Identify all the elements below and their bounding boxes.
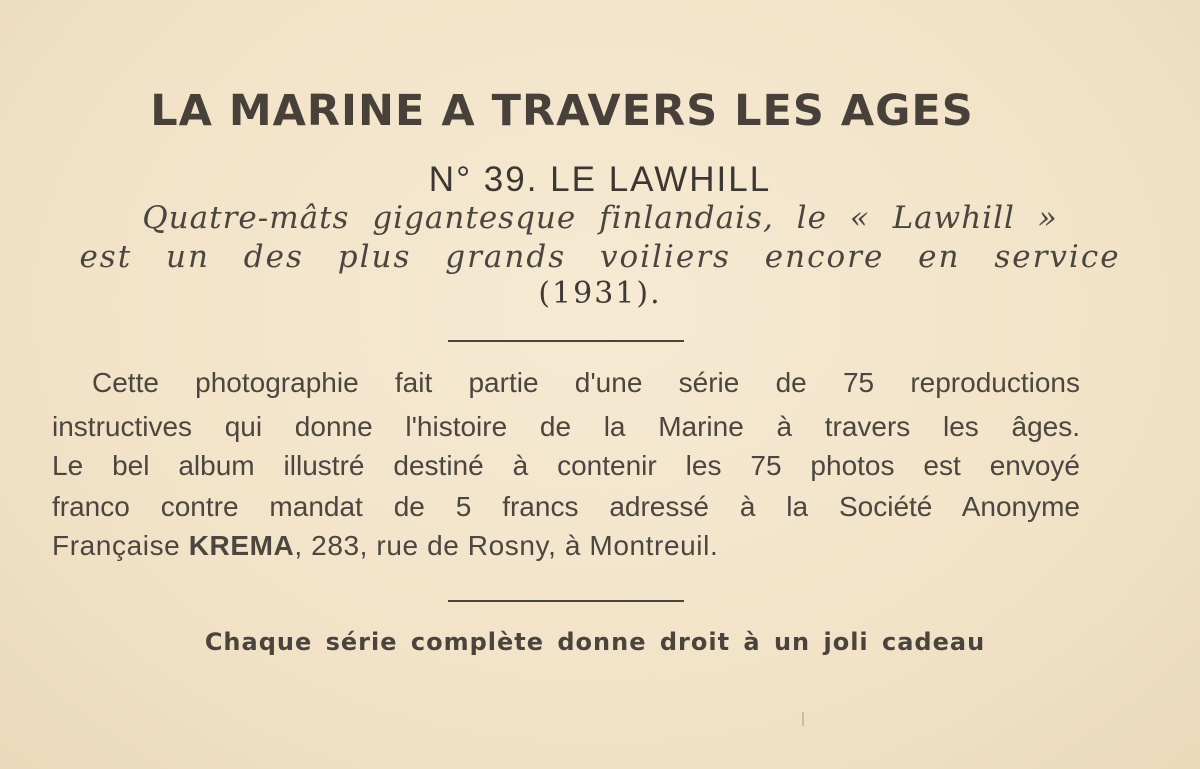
body-line-1: Cette photographie fait partie d'une série de 75 reproductions bbox=[92, 367, 1080, 398]
body-line-5 bbox=[52, 530, 718, 562]
series-title: LA MARINE A TRAVERS LES AGES bbox=[150, 86, 974, 136]
divider-top bbox=[448, 340, 684, 342]
caption-line-1: Quatre-mâts gigantesque finlandais, le « Lawhill » bbox=[142, 200, 1058, 236]
caption-line-3: (1931). bbox=[538, 276, 662, 311]
gift-notice: Chaque série complète donne droit à un joli cadeau bbox=[204, 628, 986, 656]
address-text: , 283, rue de Rosny, à Montreuil. bbox=[294, 530, 719, 561]
body-line-4: franco contre mandat de 5 francs adressé à la Société Anonyme bbox=[52, 491, 1080, 522]
card-number-heading: N° 39. LE LAWHILL bbox=[428, 160, 772, 199]
address-prefix: Française bbox=[52, 530, 189, 561]
caption-line-2: est un des plus grands voiliers encore en service bbox=[79, 239, 1121, 275]
body-line-3: Le bel album illustré destiné à contenir les 75 photos est envoyé bbox=[52, 450, 1080, 481]
body-line-2: instructives qui donne l'histoire de la Marine à travers les âges. bbox=[52, 411, 1080, 442]
divider-bottom bbox=[448, 600, 684, 602]
brand-name: KREMA bbox=[188, 530, 295, 561]
paper-speck bbox=[802, 712, 804, 726]
